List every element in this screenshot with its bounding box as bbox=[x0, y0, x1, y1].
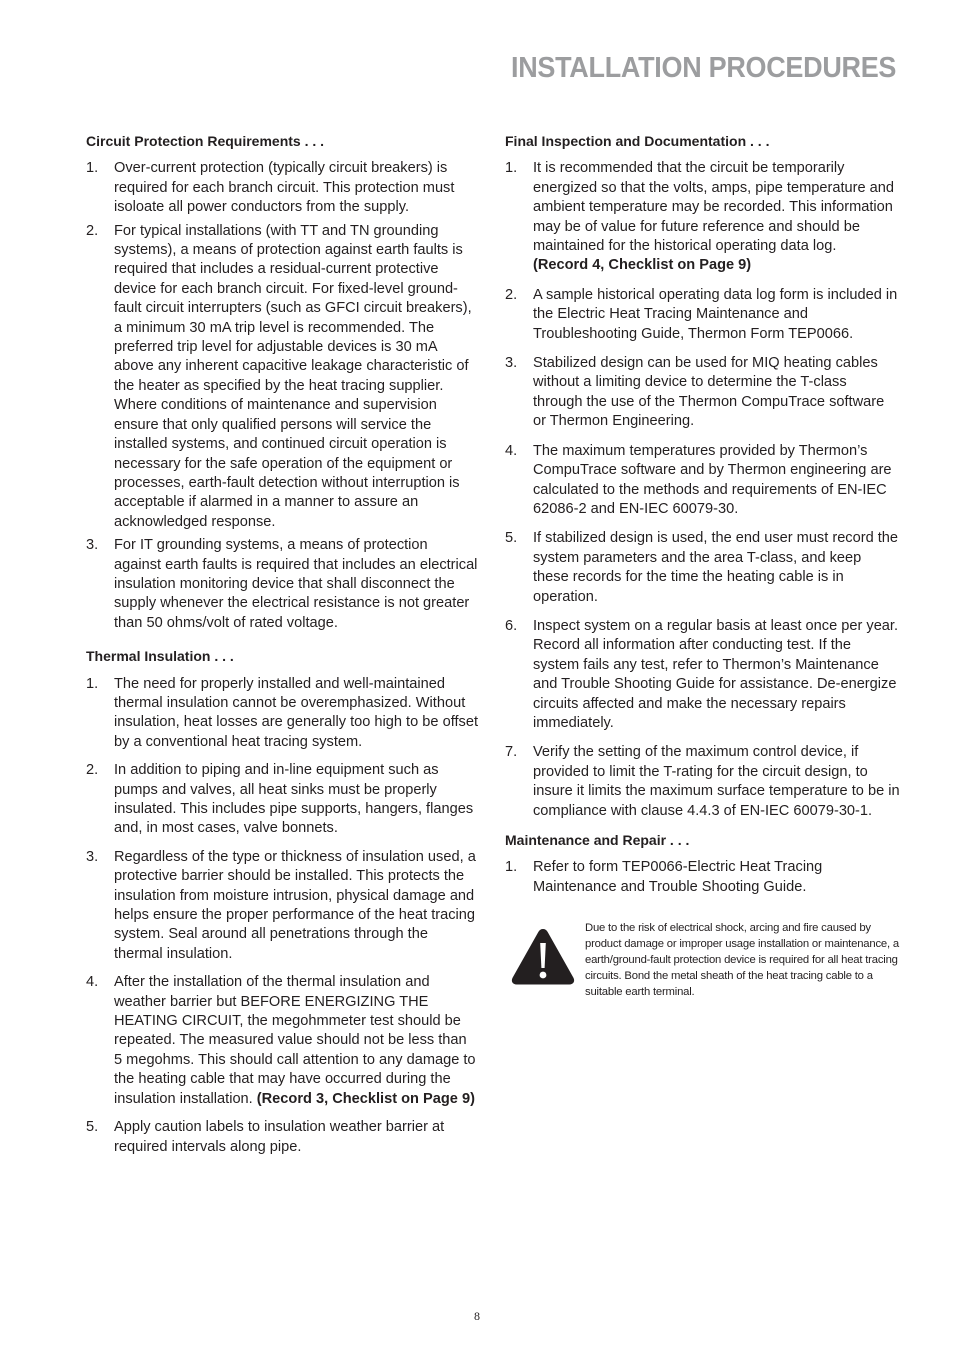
page-title: INSTALLATION PROCEDURES bbox=[510, 52, 896, 84]
item-number: 7. bbox=[505, 744, 518, 761]
item-text: Regardless of the type or thickness of insulation used, a protective barrier should be installed. This protects the insulation from moisture intrusion, physical damage and helps ensure the proper performance of the heat tracing system. Seal around all penetrations through the thermal insulation. bbox=[114, 848, 476, 962]
circuit-protection-list bbox=[86, 159, 478, 633]
list-item bbox=[86, 1118, 478, 1157]
warning-triangle-icon bbox=[510, 926, 576, 986]
item-number: 4. bbox=[86, 974, 99, 991]
item-text: Apply caution labels to insulation weather barrier at required intervals along pipe. bbox=[114, 1119, 445, 1155]
warning-notice bbox=[510, 920, 900, 1000]
item-number: 1. bbox=[86, 675, 99, 692]
checklist-reference: (Record 3, Checklist on Page 9) bbox=[256, 1090, 475, 1107]
maintenance-repair-list bbox=[505, 858, 900, 897]
item-text: Verify the setting of the maximum control device, if provided to limit the T-rating for the circuit design, to insure it limits the maximum surface temperature to be in compliance with clause 4.4.3 of EN-IEC 60079-30-1. bbox=[533, 744, 900, 819]
item-number: 1. bbox=[505, 859, 518, 876]
list-item bbox=[505, 442, 900, 520]
item-number: 6. bbox=[505, 617, 518, 634]
final-inspection-heading: Final Inspection and Documentation . . . bbox=[505, 133, 770, 149]
item-number: 1. bbox=[86, 160, 99, 177]
list-item bbox=[86, 848, 478, 964]
maintenance-repair-heading: Maintenance and Repair . . . bbox=[505, 832, 690, 848]
item-text: Over-current protection (typically circuit breakers) is required for each branch circuit. This protection must isoloate all power conductors from the supply. bbox=[114, 160, 455, 216]
item-text: Refer to form TEP0066-Electric Heat Tracing Maintenance and Trouble Shooting Guide. bbox=[533, 859, 823, 895]
list-item bbox=[505, 743, 900, 821]
item-text: Stabilized design can be used for MIQ heating cables without a limiting device to determine the T-class through the use of the Thermon CompuTrace software or Thermon Engineering. bbox=[533, 355, 885, 430]
item-number: 4. bbox=[505, 442, 518, 459]
thermal-insulation-list bbox=[86, 675, 478, 1157]
list-item bbox=[86, 675, 478, 753]
right-column bbox=[505, 132, 900, 907]
item-number: 2. bbox=[86, 762, 99, 779]
item-number: 3. bbox=[86, 537, 99, 554]
checklist-reference: (Record 4, Checklist on Page 9) bbox=[533, 257, 752, 274]
page-number: 8 bbox=[474, 1309, 480, 1323]
item-text: A sample historical operating data log form is included in the Electric Heat Tracing Maintenance and Troubleshooting Guide, Thermon Form TEP0066. bbox=[533, 286, 898, 342]
item-number: 2. bbox=[86, 222, 99, 239]
item-text: After the installation of the thermal insulation and weather barrier but BEFORE ENERGIZING THE HEATING CIRCUIT, the megohmmeter test should be repeated. The measured value should not be less than 5 megohms. This should call attention to any damage to the heating cable that may have occurred during the insulation installation. bbox=[114, 974, 476, 1107]
list-item bbox=[505, 286, 900, 344]
item-text: For typical installations (with TT and TN grounding systems), a means of protection against earth faults is required that includes a residual-current protective device for each branch circuit. For fixed-level ground-fault circuit interrupters (such as GFCI circuit breakers), a minimum 30 mA trip level is recommended. The preferred trip level for adjustable devices is 30 mA above any inherent capacitive leakage characteristic of the heater as specified by the heat tracing supplier. Where conditions of maintenance and supervision ensure that only qualified persons will service the installed systems, and continued circuit operation is necessary for the safe operation of the equipment or processes, earth-fault detection without interruption is acceptable if alarmed in a manner to assure an acknowledged response. bbox=[114, 222, 472, 530]
list-item bbox=[505, 354, 900, 432]
item-text: For IT grounding systems, a means of protection against earth faults is required that includes an electrical insulation monitoring device that shall disconnect the supply whenever the electrical resistance is not greater than 50 ohms/volt of rated voltage. bbox=[114, 537, 478, 631]
list-item bbox=[505, 159, 900, 275]
item-number: 2. bbox=[505, 286, 518, 303]
list-item bbox=[86, 536, 478, 633]
left-column bbox=[86, 132, 478, 1166]
item-text: In addition to piping and in-line equipment such as pumps and valves, all heat sinks must be properly insulated. This includes pipe supports, hangers, flanges and, in most cases, valve bonnets. bbox=[114, 762, 474, 837]
item-number: 1. bbox=[505, 160, 518, 177]
list-item bbox=[86, 761, 478, 839]
list-item bbox=[505, 617, 900, 733]
item-text: Inspect system on a regular basis at least once per year. Record all information after conducting test. If the system fails any test, refer to Thermon’s Maintenance and Trouble Shooting Guide for assistance. De-energize circuits affected and make the necessary repairs immediately. bbox=[533, 617, 899, 731]
thermal-insulation-heading: Thermal Insulation . . . bbox=[86, 648, 234, 665]
list-item bbox=[505, 529, 900, 607]
list-item bbox=[86, 973, 478, 1109]
item-number: 3. bbox=[505, 355, 518, 372]
item-number: 3. bbox=[86, 848, 99, 865]
warning-text: Due to the risk of electrical shock, arcing and fire caused by product damage or improper usage installation or maintenance, a earth/ground-fault protection device is required for all heat tracing circuits. Bond the metal sheath of the heat tracing cable to a suitable earth terminal. bbox=[585, 922, 899, 998]
item-text: The maximum temperatures provided by Thermon’s CompuTrace software and by Thermon engineering are calculated to the methods and requirements of EN-IEC 62086-2 and EN-IEC 60079-30. bbox=[533, 442, 892, 517]
list-item bbox=[86, 159, 478, 217]
item-text: It is recommended that the circuit be temporarily energized so that the volts, amps, pipe temperature and ambient temperature may be recorded. This information may be of value for future reference and should be maintained for the historical operating data log. bbox=[533, 160, 895, 255]
item-text: If stabilized design is used, the end user must record the system parameters and the area T-class, and keep these records for the time the heating cable is in operation. bbox=[533, 530, 899, 605]
final-inspection-list bbox=[505, 159, 900, 821]
item-number: 5. bbox=[86, 1119, 99, 1136]
list-item bbox=[505, 858, 900, 897]
item-text: The need for properly installed and well-maintained thermal insulation cannot be overemphasized. Without insulation, heat losses are generally too high to be offset by a conventional heat tracing system. bbox=[114, 675, 479, 750]
list-item bbox=[86, 222, 478, 533]
circuit-protection-heading: Circuit Protection Requirements . . . bbox=[86, 133, 325, 149]
item-number: 5. bbox=[505, 530, 518, 547]
